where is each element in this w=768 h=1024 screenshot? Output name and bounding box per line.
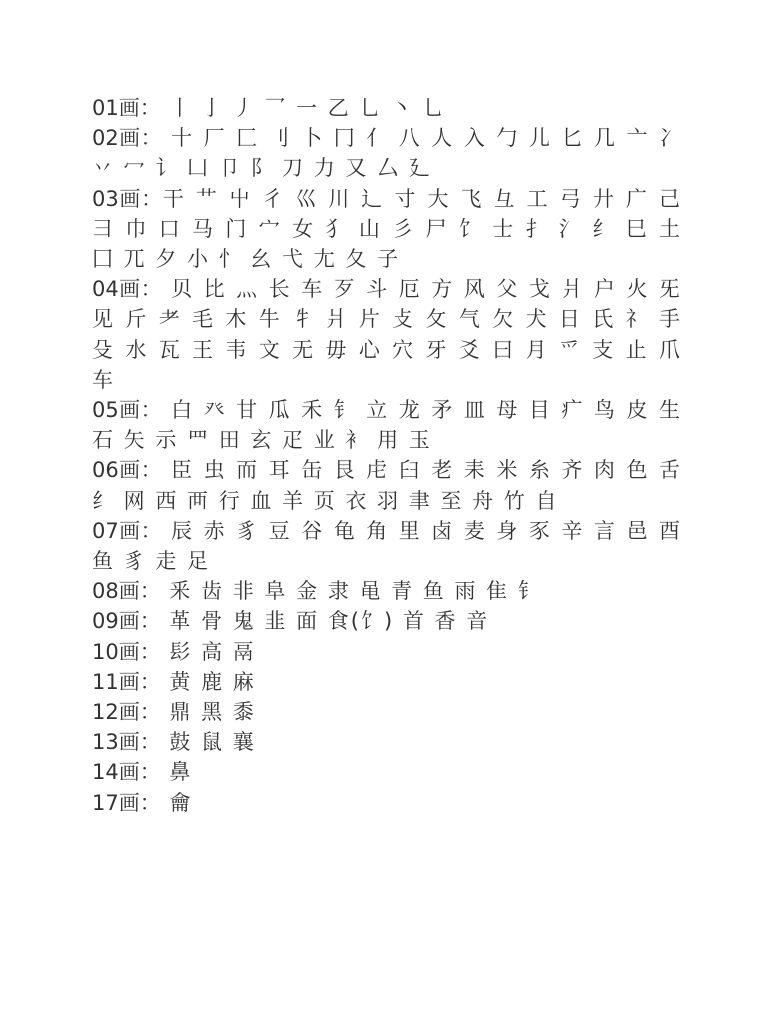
stroke-count-label: 06画： [92,458,162,483]
stroke-count-label: 08画： [92,579,161,604]
stroke-count-label: 02画： [92,126,162,151]
stroke-count-label: 03画： [92,186,163,211]
radical-stroke-list [92,93,682,818]
radical-characters: 白 癶 甘 瓜 禾 钅 立 龙 矛 皿 母 目 疒 鸟 皮 生 石 矢 示 罒 田 玄 疋 业 衤 用 玉 [92,398,682,453]
stroke-entry-11 [92,667,682,697]
stroke-count-label: 17画： [92,790,161,815]
stroke-entry-13 [92,727,682,757]
radical-characters: 臣 虫 而 耳 缶 艮 虍 臼 老 耒 米 糸 齐 肉 色 舌 纟 网 西 襾 行 血 羊 页 衣 羽 聿 至 舟 竹 自 [92,458,682,513]
stroke-entry-09 [92,606,682,636]
radical-characters: 十 厂 匚 刂 卜 冂 亻 八 人 入 勹 儿 匕 几 亠 冫 丷 冖 讠 凵 卩 阝 刀 力 又 厶 廴 [92,126,682,181]
stroke-entry-17 [92,788,682,818]
radical-characters: 鼻 [160,760,193,785]
stroke-count-label: 14画： [92,760,161,785]
radical-characters: 辰 赤 豸 豆 谷 龟 角 里 卤 麦 身 豕 辛 言 邑 酉 鱼 豸 走 足 [92,518,682,574]
stroke-entry-01 [92,93,682,123]
radical-characters: 釆 齿 非 阜 金 隶 黾 青 鱼 雨 隹 钅 [160,579,541,604]
stroke-count-label: 13画： [92,730,161,755]
radical-characters: 鼓 鼠 襄 [160,730,256,755]
radical-characters: 龠 [160,790,193,815]
stroke-entry-12 [92,697,682,727]
stroke-entry-08 [92,576,682,606]
stroke-count-label: 12画： [92,700,161,725]
stroke-count-label: 09画： [92,609,161,634]
radical-characters: 革 骨 鬼 韭 面 食(饣) 首 香 音 [160,609,490,634]
stroke-entry-05 [92,395,682,455]
stroke-entry-06 [92,455,682,515]
stroke-count-label: 04画： [92,277,162,302]
radical-characters: 干 艹 屮 彳 巛 川 辶 寸 大 飞 彑 工 弓 廾 广 己 彐 巾 口 马 门 宀 女 犭 山 彡 尸 饣 士 扌 氵 纟 巳 土 囗 兀 夕 小 忄 幺 弋 尢 夂 子 [92,186,682,272]
radical-characters: 丨 亅 丿 乛 一 乙 乚 丶 乚 [160,96,446,120]
stroke-entry-03 [92,184,682,275]
stroke-count-label: 05画： [92,398,162,423]
stroke-count-label: 10画： [92,639,161,664]
radical-characters: 髟 高 鬲 [160,639,256,664]
stroke-entry-04 [92,274,682,395]
radical-characters: 贝 比 灬 长 车 歹 斗 厄 方 风 父 戈 爿 户 火 旡 见 斤 耂 毛 木 牛 牜 爿 片 攴 攵 气 欠 犬 日 氏 礻 手 殳 水 瓦 王 韦 文 无 毋 心 穴 牙 爻 曰 月 爫 支 止 爪 车 [92,277,682,392]
stroke-count-label: 01画： [92,96,161,120]
stroke-count-label: 11画： [92,669,161,694]
stroke-count-label: 07画： [92,518,162,543]
radical-characters: 鼎 黑 黍 [160,700,256,725]
stroke-entry-14 [92,757,682,787]
stroke-entry-07 [92,516,682,576]
stroke-entry-02 [92,123,682,183]
stroke-entry-10 [92,637,682,667]
radical-characters: 黄 鹿 麻 [160,669,256,694]
